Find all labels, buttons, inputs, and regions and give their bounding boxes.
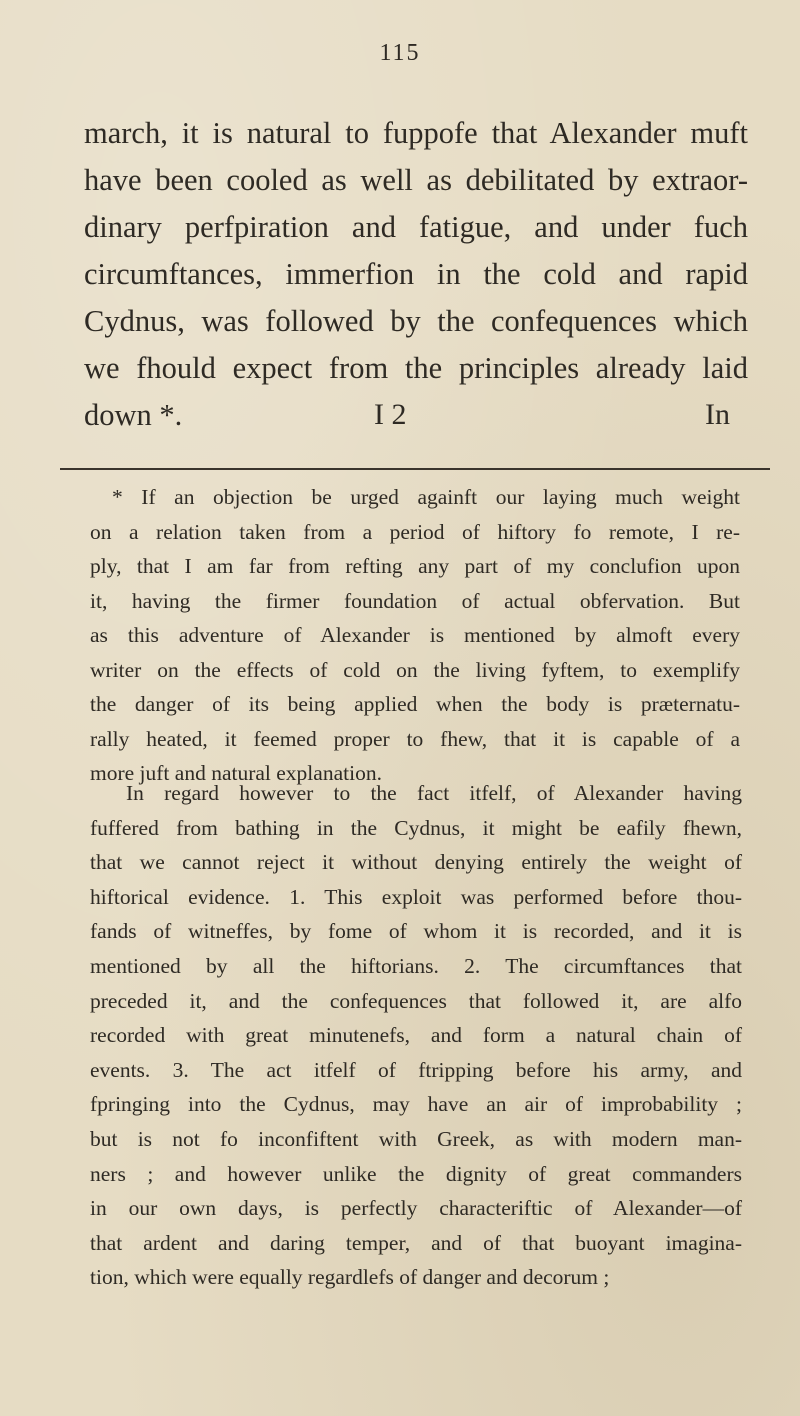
signature-row: [84, 398, 730, 438]
main-text-line: we fhould expect from the principles already laid: [84, 351, 748, 385]
paragraph-line: fands of witneffes, by fome of whom it is recorded, and it is: [90, 919, 742, 944]
main-text-line: have been cooled as well as debilitated by extraor-: [84, 163, 748, 197]
paragraph-line: ners ; and however unlike the dignity of great commanders: [90, 1161, 742, 1186]
footnote-line: more juft and natural explanation.: [90, 761, 382, 785]
footnote-line: writer on the effects of cold on the living fyftem, to exemplify: [90, 657, 740, 682]
catchword: In: [705, 398, 730, 431]
footnote-block: [90, 480, 740, 791]
paragraph-line: hiftorical evidence. 1. This exploit was performed before thou-: [90, 884, 742, 909]
main-text-line: circumftances, immerfion in the cold and rapid: [84, 257, 748, 291]
page-number: 115: [379, 40, 421, 66]
main-text-line: Cydnus, was followed by the confequences which: [84, 304, 748, 338]
paragraph-block: [90, 776, 742, 1295]
paragraph-line: mentioned by all the hiftorians. 2. The circumftances that: [90, 953, 742, 978]
paragraph-line: in our own days, is perfectly characteriftic of Alexander—of: [90, 1196, 742, 1221]
footnote-line: on a relation taken from a period of hiftory fo remote, I re-: [90, 519, 740, 544]
main-text-block: [84, 110, 748, 439]
paragraph-line: preceded it, and the confequences that followed it, are alfo: [90, 988, 742, 1013]
paragraph-line: tion, which were equally regardlefs of danger and decorum ;: [90, 1265, 610, 1290]
footnote-line: * If an objection be urged againft our laying much weight: [112, 485, 740, 509]
paragraph-line: that ardent and daring temper, and of that buoyant imagina-: [90, 1230, 742, 1255]
main-text-line: down *.: [84, 398, 183, 432]
footnote-line: it, having the firmer foundation of actual obfervation. But: [90, 588, 740, 613]
main-text-line: march, it is natural to fuppofe that Alexander muft: [84, 116, 748, 150]
footnote-line: ply, that I am far from refting any part of my conclufion upon: [90, 554, 740, 578]
paragraph-line: but is not fo inconfiftent with Greek, as with modern man-: [90, 1126, 742, 1151]
footnote-line: as this adventure of Alexander is mentioned by almoft every: [90, 623, 740, 647]
footnote-divider: [60, 468, 770, 470]
paragraph-line: fpringing into the Cydnus, may have an air of improbability ;: [90, 1092, 742, 1117]
paragraph-line: recorded with great minutenefs, and form a natural chain of: [90, 1023, 742, 1048]
main-text-line: dinary perfpiration and fatigue, and under fuch: [84, 210, 748, 244]
signature-mark: I 2: [374, 398, 407, 431]
paragraph-line: events. 3. The act itfelf of ftripping before his army, and: [90, 1057, 742, 1082]
paragraph-line: fuffered from bathing in the Cydnus, it might be eafily fhewn,: [90, 815, 742, 840]
paragraph-line: In regard however to the fact itfelf, of Alexander having: [126, 781, 742, 805]
footnote-line: the danger of its being applied when the body is præternatu-: [90, 692, 740, 716]
footnote-line: rally heated, it feemed proper to fhew, that it is capable of a: [90, 726, 740, 751]
paragraph-line: that we cannot reject it without denying entirely the weight of: [90, 850, 742, 875]
